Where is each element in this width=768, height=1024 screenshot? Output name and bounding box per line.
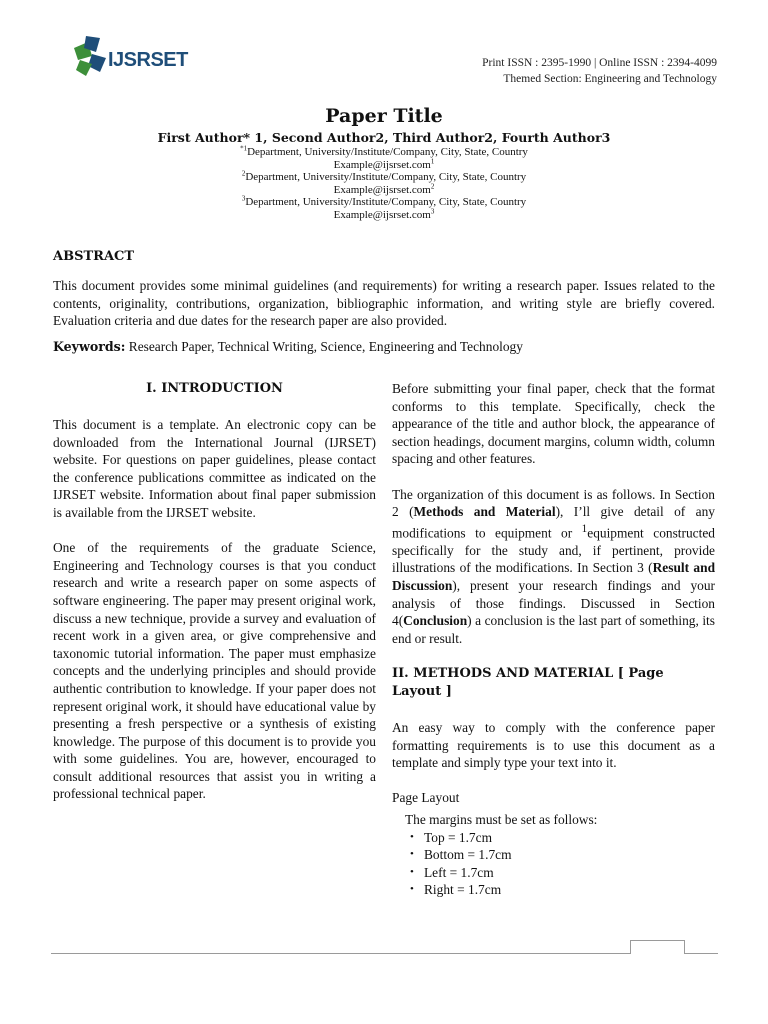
list-item: • Left = 1.7cm: [424, 864, 715, 882]
author-list: First Author* 1, Second Author2, Third Author2, Fourth Author3: [157, 130, 611, 145]
right-paragraph-1: Before submitting your final paper, check that the format conforms to this template. Specifically, check the appearance of the title and author block, the appearance of section headings, document margins, column width, column spacing and other features.: [392, 381, 715, 467]
affiliation-sup: *1: [240, 144, 248, 153]
org-bold-methods: Methods and Material: [413, 504, 556, 520]
affiliation-2: [0, 171, 768, 196]
footnote-marker: 1: [581, 522, 588, 535]
logo-text: IJSRSET: [108, 49, 188, 71]
footer-rule: [51, 953, 718, 954]
methods-paragraph-1: An easy way to comply with the conference paper formatting requirements is to use this document as a template and simply type your text into it.: [392, 719, 715, 771]
affiliation-email: Example@ijsrset.com: [333, 158, 431, 171]
issn-line: Print ISSN : 2395-1990 | Online ISSN : 2394-4099: [482, 57, 717, 69]
section-heading-methods: II. METHODS AND MATERIAL [ Page Layout ]: [392, 665, 664, 699]
intro-paragraph-1: This document is a template. An electronic copy can be downloaded from the International Journal (IJRSET) website. For questions on paper guidelines, please contact the conference publications committee as indicated on the IJRSET website. Information about final paper submission is available from the IJRSET website.: [53, 417, 376, 520]
subsection-page-layout: Page Layout: [392, 790, 460, 806]
email-sup: 2: [430, 181, 435, 190]
abstract-heading: ABSTRACT: [53, 249, 135, 264]
org-text-3: equipment constructed specifically for the study and, if pertinent, provide illustrations of the modifications. In Section 3 (: [392, 525, 715, 576]
affiliation-3: [0, 196, 768, 221]
org-text-5: ) a conclusion is the last part of something, its end or result.: [392, 613, 715, 646]
journal-logo: [70, 34, 200, 78]
org-bold-conclusion: Conclusion: [403, 613, 468, 629]
section-heading-introduction: I. INTRODUCTION: [146, 381, 283, 396]
affiliation-sup: 2: [241, 169, 246, 178]
affiliation-email: Example@ijsrset.com: [333, 208, 431, 221]
organization-paragraph: [392, 486, 715, 648]
keywords-text: Research Paper, Technical Writing, Science, Engineering and Technology: [128, 339, 523, 354]
org-text-1: The organization of this document is as follows. In Section 2 (: [392, 486, 715, 520]
affiliation-department: Department, University/Institute/Company, City, State, Country: [245, 171, 527, 183]
page-number-tab: [630, 940, 685, 954]
intro-paragraph-2: One of the requirements of the graduate Science, Engineering and Technology courses is that you conduct research and write a research paper on some aspects of software engineering. The paper may present original work, discuss a new technique, provide a survey and evaluation of recent work in a given area, or give comprehensive and taxonomic tutorial information. The paper must emphasize concepts and the underlying principles and should provide authentic contribution to knowledge. If your paper does not represent original work, it should have educational value by presenting a fresh perspective or a synthesis of existing knowledge. The purpose of this document is to provide you with some guidelines. You are, however, encouraged to consult additional resources that assist you in writing a professional technical paper.: [53, 540, 376, 802]
keywords-label: Keywords:: [53, 339, 126, 354]
margins-intro: The margins must be set as follows:: [405, 811, 598, 827]
header-info: [482, 56, 717, 87]
paper-title: Paper Title: [325, 105, 443, 127]
org-text-4: ), present your research findings and your analysis of those findings. Discussed in Section 4(: [392, 578, 715, 629]
abstract-body: This document provides some minimal guidelines (and requirements) for writing a research paper. Issues related to the contents, originality, contributions, organization, bibliographic information, and writing style are briefly covered. Evaluation criteria and due dates for the research paper are also provided.: [53, 278, 715, 329]
list-item: • Bottom = 1.7cm: [424, 846, 715, 864]
affiliation-1: [0, 146, 768, 171]
affiliation-department: Department, University/Institute/Company, City, State, Country: [245, 196, 527, 208]
email-sup: 1: [430, 156, 435, 165]
themed-section-line: Themed Section: Engineering and Technology: [503, 72, 717, 85]
title-block: [0, 103, 768, 221]
org-text-2: ), I’ll give detail of any modifications to equipment or: [392, 504, 715, 541]
margin-list: [392, 829, 715, 899]
email-sup: 3: [430, 206, 435, 215]
list-item: • Right = 1.7cm: [424, 881, 715, 899]
left-column: [53, 380, 376, 821]
affiliation-sup: 3: [241, 194, 246, 203]
list-item: • Top = 1.7cm: [424, 829, 715, 847]
org-bold-results: Result and Discussion: [392, 560, 716, 593]
affiliation-department: Department, University/Institute/Company, City, State, Country: [247, 146, 528, 158]
keywords: [53, 338, 715, 356]
right-column: [392, 380, 715, 899]
affiliation-email: Example@ijsrset.com: [333, 183, 431, 196]
